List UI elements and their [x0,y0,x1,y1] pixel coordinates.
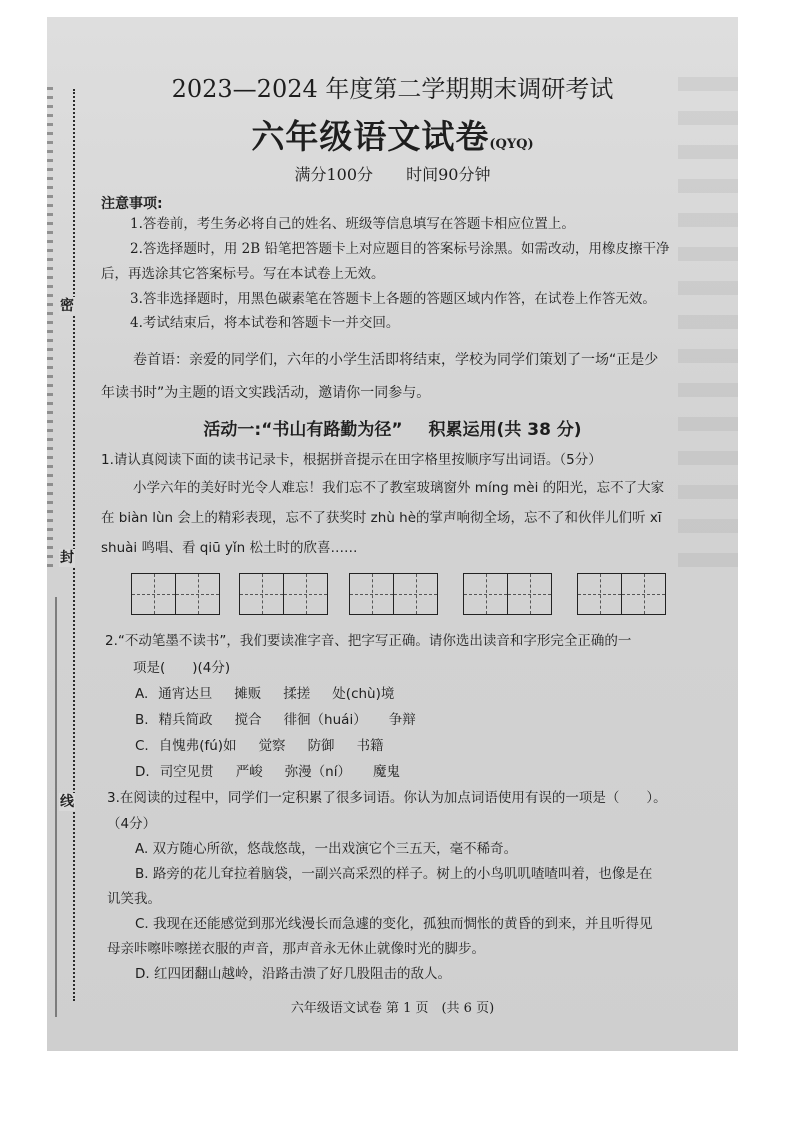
exam-time: 时间90分钟 [406,165,491,184]
page-footer: 六年级语文试卷 第 1 页 (共 6 页) [290,1001,495,1016]
option-word: 魔鬼 [373,764,400,780]
note-item: 1.答卷前，考生务必将自己的姓名、班级等信息填写在答题卡相应位置上。 [130,216,575,232]
q1-passage-line: 小学六年的美好时光令人难忘！我们忘不了教室玻璃窗外 míng mèi 的阳光，忘不了大家 [133,480,665,496]
tianzige-box[interactable] [239,573,328,615]
option-word: 徘徊（huái） [283,712,367,728]
option-word: 觉察 [258,738,286,754]
score-time-line [47,162,738,185]
option-word: 精兵简政 [158,712,213,728]
q3-option-d[interactable]: D. 红四团翻山越岭，沿路击溃了好几股阻击的敌人。 [135,966,451,982]
option-word: 揉搓 [283,686,311,702]
option-label: B. [135,712,149,728]
note-item: 3.答非选择题时，用黑色碳素笔在答题卡上各题的答题区域内作答，在试卷上作答无效。 [130,291,656,307]
preface-line: 卷首语：亲爱的同学们，六年的小学生活即将结束，学校为同学们策划了一场“正是少 [133,352,659,368]
edge-line [55,597,57,1017]
option-label: A. [135,686,149,702]
notes-heading: 注意事项: [101,196,163,212]
option-word: 书籍 [356,738,384,754]
q3-option-c-cont: 母亲咔嚓咔嚓搓衣服的声音，那声音永无休止就像时光的脚步。 [107,941,485,957]
note-item: 2.答选择题时，用 2B 铅笔把答题卡上对应题目的答案标号涂黑。如需改动，用橡皮擦干净 [130,241,670,257]
note-item: 4.考试结束后，将本试卷和答题卡一并交回。 [130,315,400,331]
option-word: 自愧弗(fú)如 [158,738,237,754]
option-word: 争辩 [388,712,416,728]
option-word: 弥漫（ní） [284,764,351,780]
activity-one-heading [47,415,738,440]
option-word: 通宵达旦 [158,686,213,702]
note-item: 后，再选涂其它答案标号。写在本试卷上无效。 [101,266,385,282]
q2-option-c[interactable] [135,736,406,756]
q2-option-a[interactable] [135,684,416,704]
q2-stem: 2.“不动笔墨不读书”，我们要读准字音、把字写正确。请你选出读音和字形完全正确的一 [105,633,632,649]
q2-stem: 项是( )(4分) [133,660,231,676]
q3-option-a[interactable]: A. 双方随心所欲，悠哉悠哉，一出戏演它个三五天，毫不稀奇。 [135,841,518,857]
tianzige-box[interactable] [349,573,438,615]
tianzige-box[interactable] [577,573,666,615]
option-word: 摊贩 [234,686,262,702]
paper-title-text: 六年级语文试卷 [251,117,490,156]
option-word: 严峻 [235,764,263,780]
option-word: 搅合 [234,712,262,728]
binding-char-xian: 线 [60,794,74,810]
activity-one-score: 积累运用(共 38 分) [428,420,582,440]
edge-perforation [47,87,53,567]
q1-passage-line: shuài 鸣唱、看 qiū yǐn 松土时的欣喜…… [101,540,358,556]
paper-title [47,111,738,158]
option-label: D. [135,764,150,780]
q2-option-d[interactable] [135,762,422,782]
q3-option-b-cont: 讥笑我。 [107,891,161,907]
exam-title: 2023—2024 年度第二学期期末调研考试 [171,75,614,103]
activity-one-title: 活动一:“书山有路勤为径” [203,420,403,440]
tianzige-box[interactable] [463,573,552,615]
q1-stem: 1.请认真阅读下面的读书记录卡，根据拼音提示在田字格里按顺序写出词语。（5分） [101,452,602,468]
binding-char-mi: 密 [60,298,74,314]
binding-line [65,89,75,1001]
full-score: 满分100分 [294,165,374,184]
q2-option-b[interactable] [135,710,438,730]
exam-paper [47,17,738,1051]
option-word: 处(chù)境 [332,686,395,702]
q3-stem: 3.在阅读的过程中，同学们一定积累了很多词语。你认为加点词语使用有误的一项是（ ）。 [107,790,667,806]
q3-option-b[interactable]: B. 路旁的花儿耷拉着脑袋，一副兴高采烈的样子。树上的小鸟叽叽喳喳叫着，也像是在 [135,866,653,882]
q3-stem: （4分） [107,816,157,832]
tianzige-box[interactable] [131,573,220,615]
option-word: 防御 [307,738,335,754]
option-label: C. [135,738,149,754]
option-word: 司空见贯 [159,764,214,780]
tianzige-grid-row [131,573,671,617]
q1-passage-line: 在 biàn lùn 会上的精彩表现，忘不了获奖时 zhù hè的掌声响彻全场，忘不了和伙伴儿们听 xī [101,510,662,526]
preface-line: 年读书时”为主题的语文实践活动，邀请你一同参与。 [101,385,431,401]
paper-code: (QYQ) [489,137,534,152]
q3-option-c[interactable]: C. 我现在还能感觉到那光线漫长而急遽的变化，孤独而惆怅的黄昏的到来，并且听得见 [135,916,653,932]
binding-char-feng: 封 [60,550,74,566]
